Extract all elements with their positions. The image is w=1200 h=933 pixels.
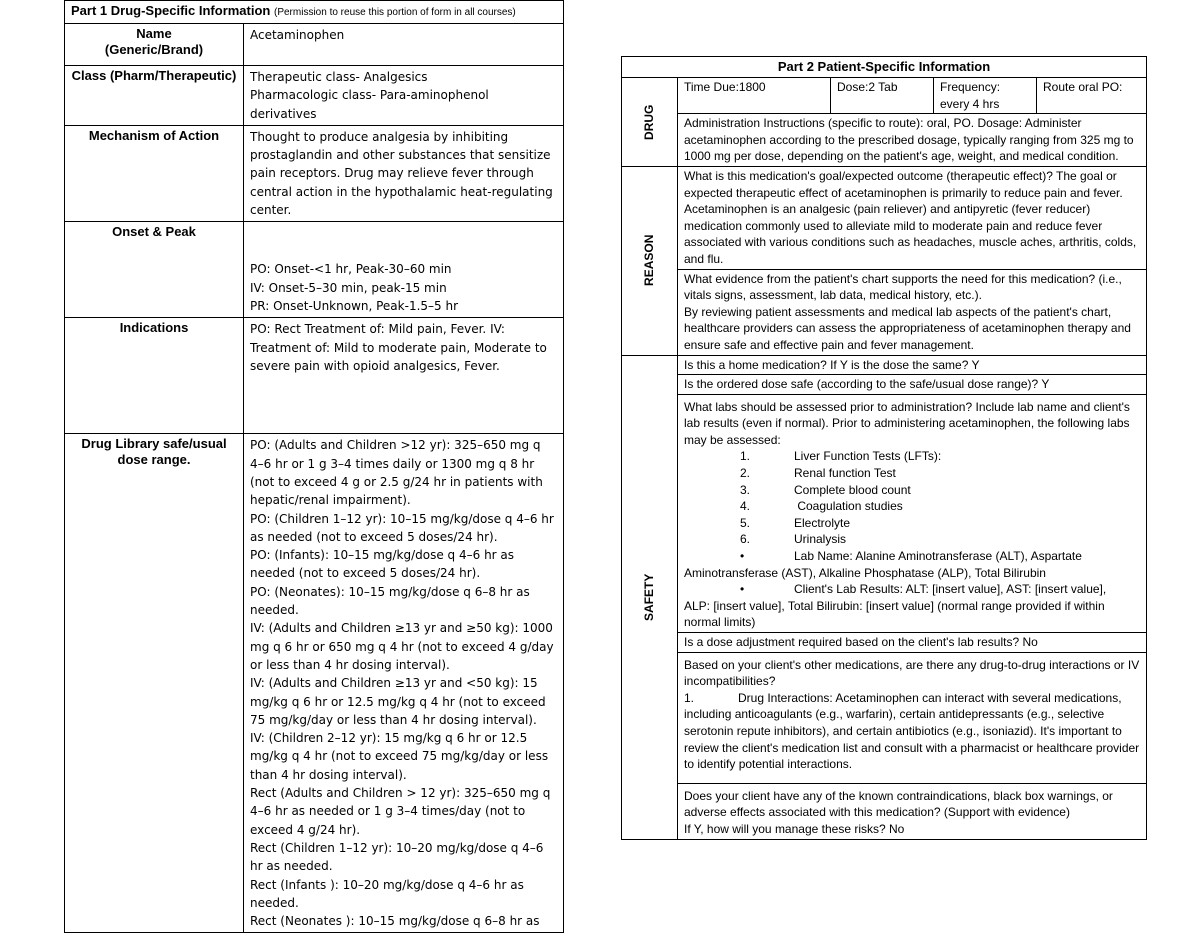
contra-question: Does your client have any of the known contraindications, black box warnings, or adverse effects associated with this medication? (Support with evidence) — [684, 788, 1113, 820]
onset-peak-label: Onset & Peak — [65, 222, 244, 318]
reason-section-label: REASON — [622, 166, 678, 355]
indications-value: PO: Rect Treatment of: Mild pain, Fever. IV: Treatment of: Mild to moderate pain, Moderate to severe pain with opioid analgesics, Fever. — [244, 318, 564, 434]
part2-header: Part 2 Patient-Specific Information — [622, 57, 1147, 78]
dose-adjust: Is a dose adjustment required based on the client's lab results? No — [678, 633, 1147, 653]
contra-answer: If Y, how will you manage these risks? No — [684, 821, 905, 836]
mechanism-value: Thought to produce analgesia by inhibiting prostaglandin and other substances that sensitize pain receptors. Drug may relieve fever through central action in the hypothalamic heat-regulating center. — [244, 125, 564, 221]
lab-item: 5. Electrolyte — [740, 515, 851, 530]
part1-table — [64, 0, 564, 933]
dose: Dose:2 Tab — [831, 78, 934, 114]
safety-section-label: SAFETY — [622, 355, 678, 839]
admin-instructions: Administration Instructions (specific to route): oral, PO. Dosage: Administer acetaminophen according to the prescribed dosage, typically ranging from 325 mg to 1000 mg per dose, depending on the patient's age, weight, and medical condition. — [678, 114, 1147, 167]
dose-safe: Is the ordered dose safe (according to the safe/usual dose range)? Y — [678, 375, 1147, 395]
dose-range-value: PO: (Adults and Children >12 yr): 325–650 mg q 4–6 hr or 1 g 3–4 times daily or 1300 mg q 8 hr (not to exceed 4 g or 2.5 g/24 hr in patients with hepatic/renal impairment). PO: (Children 1–12 yr): 10–15 mg/kg/dose q 4–6 hr as needed (not to exceed 5 doses/24 hr). PO: (Infants): 10–15 mg/kg/dose q 4–6 hr as needed (not to exceed 5 doses/24 hr). PO: (Neonates): 10–15 mg/kg/dose q 6–8 hr as needed. IV: (Adults and Children ≥13 yr and ≥50 kg): 1000 mg q 6 hr or 650 mg q 4 hr (not to exceed 4 g/day or less than 4 hr dosing interval). IV: (Adults and Children ≥13 yr and <50 kg): 15 mg/kg q 6 hr or 12.5 mg/kg q 4 hr (not to exceed 75 mg/kg/day or less than 4 hr dosing interval). IV: (Children 2–12 yr): 15 mg/kg q 6 hr or 12.5 mg/kg q 4 hr (not to exceed 75 mg/kg/day or less than 4 hr dosing interval). Rect (Adults and Children > 12 yr): 325–650 mg q 4–6 hr as needed or 1 g 3–4 times/day (not to exceed 4 g/24 hr). Rect (Children 1–12 yr): 10–20 mg/kg/dose q 4–6 hr as needed. Rect (Infants ): 10–20 mg/kg/dose q 4–6 hr as needed. Rect (Neonates ): 10–15 mg/kg/dose q 6–8 hr as — [244, 434, 564, 933]
interactions-question: Based on your client's other medications, are there any drug-to-drug interactions or IV incompatibilities? — [684, 657, 1140, 689]
evidence-cell — [678, 269, 1147, 355]
evidence-answer: By reviewing patient assessments and medical lab aspects of the patient's chart, healthcare providers can assess the appropriateness of acetaminophen therapy and ensure safe and effective pain and fever management. — [684, 304, 1131, 352]
lab-name-line: • Lab Name: Alanine Aminotransferase (ALT), Aspartate — [740, 549, 1082, 564]
evidence-question: What evidence from the patient's chart supports the need for this medication? (i.e., vitals signs, assessment, lab data, medical history, etc.). — [684, 271, 1122, 303]
lab-results-line: • Client's Lab Results: ALT: [insert value], AST: [insert value], — [740, 582, 1107, 597]
contra-cell — [678, 783, 1147, 839]
part1-header — [65, 1, 564, 24]
part1-title: Part 1 Drug-Specific Information — [71, 3, 271, 18]
class-label: Class (Pharm/Therapeutic) — [65, 66, 244, 126]
lab-item: 1. Liver Function Tests (LFTs): — [740, 449, 942, 464]
dose-range-label: Drug Library safe/usual dose range. — [65, 434, 244, 933]
route: Route oral PO: — [1037, 78, 1147, 114]
indications-label: Indications — [65, 318, 244, 434]
time-due: Time Due:1800 — [678, 78, 831, 114]
lab-item: 3. Complete blood count — [740, 482, 911, 497]
name-label: Name (Generic/Brand) — [65, 24, 244, 66]
lab-item: 6. Urinalysis — [740, 532, 847, 547]
onset-peak-value: PO: Onset-<1 hr, Peak-30–60 min IV: Onset-5–30 min, peak-15 min PR: Onset-Unknown, Peak-1.5–5 hr — [244, 222, 564, 318]
labs-question: What labs should be assessed prior to administration? Include lab name and client's lab results (even if normal). Prior to administering acetaminophen, the following labs may be assessed: — [684, 399, 1130, 447]
name-value: Acetaminophen — [244, 24, 564, 66]
lab-results-cont: ALP: [insert value], Total Bilirubin: [insert value] (normal range provided if within normal limits) — [684, 598, 1105, 630]
lab-item: 4. Coagulation studies — [740, 499, 903, 514]
interactions-cell — [678, 652, 1147, 783]
class-value: Therapeutic class- Analgesics Pharmacologic class- Para-aminophenol derivatives — [244, 66, 564, 126]
lab-item: 2. Renal function Test — [740, 466, 896, 481]
frequency: Frequency: every 4 hrs — [934, 78, 1037, 114]
part1-note: (Permission to reuse this portion of form in all courses) — [274, 7, 516, 18]
home-med: Is this a home medication? If Y is the dose the same? Y — [678, 355, 1147, 375]
interactions-answer: 1. Drug Interactions: Acetaminophen can interact with several medications, including anticoagulants (e.g., warfarin), certain antidepressants (e.g., selective serotonin repute inhibitors), and certain antibiotics (e.g., isoniazid). It's important to review the client's medication list and consult with a pharmacist or healthcare provider to identify potential interactions. — [684, 690, 1140, 772]
drug-section-label: DRUG — [622, 78, 678, 167]
part2-table — [621, 56, 1147, 840]
labs-cell — [678, 394, 1147, 632]
mechanism-label: Mechanism of Action — [65, 125, 244, 221]
lab-name-cont: Aminotransferase (AST), Alkaline Phosphatase (ALP), Total Bilirubin — [684, 565, 1046, 580]
goal-text: What is this medication's goal/expected outcome (therapeutic effect)? The goal or expected therapeutic effect of acetaminophen is primarily to reduce pain and fever. Acetaminophen is an analgesic (pain reliever) and antipyretic (fever reducer) medication commonly used to alleviate mild to moderate pain and reduce fever associated with various conditions such as headaches, muscle aches, arthritis, colds, and flu. — [678, 166, 1147, 269]
